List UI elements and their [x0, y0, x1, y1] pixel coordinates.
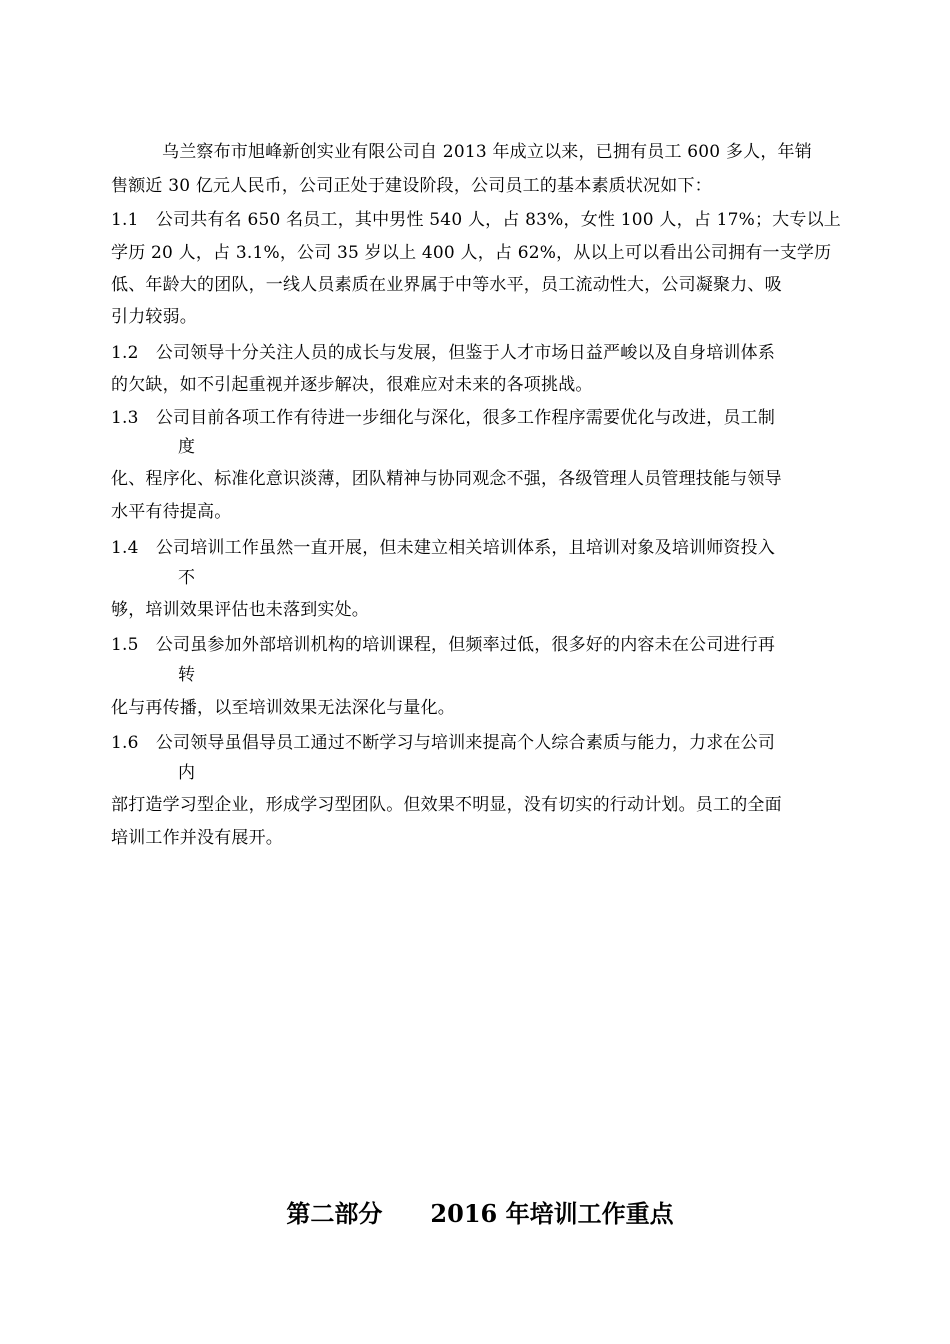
- item-1-line-4: 引力较弱。: [111, 307, 197, 327]
- item-2-line-2: 的欠缺，如不引起重视并逐步解决，很难应对未来的各项挑战。: [111, 375, 593, 395]
- item-6-line-1: 1.6 公司领导虽倡导员工通过不断学习与培训来提高个人综合素质与能力，力求在公司: [111, 733, 776, 753]
- item-6-wrap-char: 内: [178, 763, 196, 783]
- item-4-line-1: 1.4 公司培训工作虽然一直开展，但未建立相关培训体系，且培训对象及培训师资投入: [111, 538, 776, 558]
- item-5-line-1: 1.5 公司虽参加外部培训机构的培训课程，但频率过低，很多好的内容未在公司进行再: [111, 635, 776, 655]
- item-3-wrap-char: 度: [178, 437, 196, 457]
- item-6-line-3: 培训工作并没有展开。: [111, 828, 283, 848]
- item-1-line-3: 低、年龄大的团队，一线人员素质在业界属于中等水平，员工流动性大，公司凝聚力、吸: [111, 275, 782, 295]
- item-3-line-3: 水平有待提高。: [111, 502, 232, 522]
- item-4-line-2: 够，培训效果评估也未落到实处。: [111, 600, 369, 620]
- item-3-line-2: 化、程序化、标准化意识淡薄，团队精神与协同观念不强，各级管理人员管理技能与领导: [111, 469, 782, 489]
- item-1-line-1: 1.1 公司共有名 650 名员工，其中男性 540 人，占 83%，女性 100 人，占 17%；大专以上: [111, 210, 841, 230]
- item-6-line-2: 部打造学习型企业，形成学习型团队。但效果不明显，没有切实的行动计划。员工的全面: [111, 795, 782, 815]
- item-3-line-1: 1.3 公司目前各项工作有待进一步细化与深化，很多工作程序需要优化与改进，员工制: [111, 408, 776, 428]
- item-5-wrap-char: 转: [178, 665, 196, 685]
- intro-line-1: 乌兰察布市旭峰新创实业有限公司自 2013 年成立以来，已拥有员工 600 多人，年销: [162, 142, 812, 162]
- item-4-wrap-char: 不: [178, 568, 196, 588]
- item-1-line-2: 学历 20 人，占 3.1%，公司 35 岁以上 400 人，占 62%，从以上可以看出公司拥有一支学历: [111, 243, 832, 263]
- item-5-line-2: 化与再传播，以至培训效果无法深化与量化。: [111, 698, 455, 718]
- section-heading: 第二部分 2016 年培训工作重点: [286, 1199, 674, 1228]
- intro-line-2: 售额近 30 亿元人民币，公司正处于建设阶段，公司员工的基本素质状况如下：: [111, 176, 712, 196]
- item-2-line-1: 1.2 公司领导十分关注人员的成长与发展，但鉴于人才市场日益严峻以及自身培训体系: [111, 343, 776, 363]
